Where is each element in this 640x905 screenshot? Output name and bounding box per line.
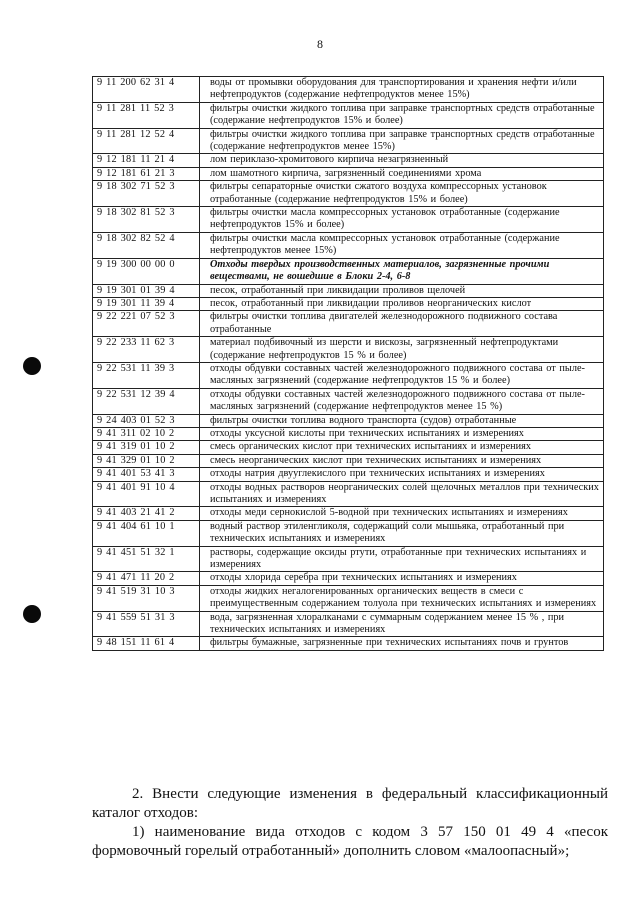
table-row	[93, 128, 604, 154]
waste-code-cell: 9 18 302 82 52 4	[93, 232, 200, 258]
waste-code-cell: 9 19 301 11 39 4	[93, 297, 200, 310]
waste-code-cell: 9 24 403 01 52 3	[93, 414, 200, 427]
table-row	[93, 637, 604, 650]
waste-code-cell: 9 11 281 12 52 4	[93, 128, 200, 154]
waste-name-cell: отходы уксусной кислоты при технических испытаниях и измерениях	[200, 427, 604, 440]
waste-code-cell: 9 22 233 11 62 3	[93, 337, 200, 363]
table-row	[93, 468, 604, 481]
binder-hole-icon	[23, 605, 41, 623]
table-row	[93, 441, 604, 454]
waste-classifier-table	[92, 76, 604, 651]
waste-code-cell: 9 41 451 51 32 1	[93, 546, 200, 572]
waste-code-cell: 9 22 221 07 52 3	[93, 311, 200, 337]
waste-code-cell: 9 12 181 61 21 3	[93, 167, 200, 180]
table-row	[93, 572, 604, 585]
waste-code-cell: 9 11 281 11 52 3	[93, 102, 200, 128]
table-row	[93, 481, 604, 507]
waste-code-cell: 9 41 319 01 10 2	[93, 441, 200, 454]
paragraph-amendment-item-1: 1) наименование вида отходов с кодом 3 57 150 01 49 4 «песок формовочный горелый отработанный» дополнить словом «малоопасный»;	[92, 824, 608, 859]
table-row	[93, 362, 604, 388]
table-row	[93, 454, 604, 467]
waste-name-cell: фильтры очистки жидкого топлива при заправке транспортных средств отработанные (содержание нефтепродуктов менее 15%)	[200, 128, 604, 154]
waste-code-cell: 9 41 559 51 31 3	[93, 611, 200, 637]
waste-name-cell: фильтры бумажные, загрязненные при технических испытаниях почв и грунтов	[200, 637, 604, 650]
waste-name-cell: отходы меди сернокислой 5-водной при технических испытаниях и измерениях	[200, 507, 604, 520]
waste-name-cell: смесь неорганических кислот при технических испытаниях и измерениях	[200, 454, 604, 467]
table-row	[93, 611, 604, 637]
waste-name-cell: отходы хлорида серебра при технических испытаниях и измерениях	[200, 572, 604, 585]
waste-name-cell: воды от промывки оборудования для транспортирования и хранения нефти и/или нефтепродуктов (содержание нефтепродуктов менее 15%)	[200, 77, 604, 103]
waste-name-cell: отходы жидких негалогенированных органических веществ в смеси с преимущественным содержанием толуола при технических испытаниях и измерениях	[200, 585, 604, 611]
table-row	[93, 311, 604, 337]
table-row	[93, 102, 604, 128]
waste-name-cell: фильтры очистки топлива водного транспорта (судов) отработанные	[200, 414, 604, 427]
binder-hole-icon	[23, 357, 41, 375]
table-section-row	[93, 258, 604, 284]
page-number: 8	[317, 37, 323, 51]
waste-name-cell: смесь органических кислот при технических испытаниях и измерениях	[200, 441, 604, 454]
table-row	[93, 284, 604, 297]
waste-code-cell: 9 22 531 12 39 4	[93, 388, 200, 414]
table-row	[93, 585, 604, 611]
table-row	[93, 388, 604, 414]
table-row	[93, 546, 604, 572]
waste-name-cell: вода, загрязненная хлоралканами с суммарным содержанием менее 15 % , при технических испытаниях и измерениях	[200, 611, 604, 637]
waste-code-cell: 9 41 401 91 10 4	[93, 481, 200, 507]
waste-name-cell: фильтры очистки масла компрессорных установок отработанные (содержание нефтепродуктов менее 15%)	[200, 232, 604, 258]
waste-code-cell: 9 41 329 01 10 2	[93, 454, 200, 467]
waste-name-cell: водный раствор этиленгликоля, содержащий соли мышьяка, отработанный при технических испытаниях и измерениях	[200, 520, 604, 546]
waste-code-cell: 9 11 200 62 31 4	[93, 77, 200, 103]
waste-name-cell: отходы обдувки составных частей железнодорожного подвижного состава от пыле-масляных загрязнений (содержание нефтепродуктов менее 15 %)	[200, 388, 604, 414]
waste-code-cell: 9 41 404 61 10 1	[93, 520, 200, 546]
waste-name-cell: Отходы твердых производственных материалов, загрязненные прочими веществами, не вошедшие в Блоки 2-4, 6-8	[200, 258, 604, 284]
table-row	[93, 167, 604, 180]
table-row	[93, 520, 604, 546]
paragraph-amendment-intro: 2. Внести следующие изменения в федеральный классификационный каталог отходов:	[92, 786, 608, 821]
waste-code-cell: 9 22 531 11 39 3	[93, 362, 200, 388]
waste-code-cell: 9 18 302 81 52 3	[93, 207, 200, 233]
table-row	[93, 232, 604, 258]
waste-name-cell: песок, отработанный при ликвидации проливов неорганических кислот	[200, 297, 604, 310]
waste-code-cell: 9 41 403 21 41 2	[93, 507, 200, 520]
table-row	[93, 507, 604, 520]
waste-code-cell: 9 12 181 11 21 4	[93, 154, 200, 167]
waste-name-cell: фильтры очистки жидкого топлива при заправке транспортных средств отработанные (содержание нефтепродуктов 15% и более)	[200, 102, 604, 128]
waste-name-cell: отходы натрия двууглекислого при технических испытаниях и измерениях	[200, 468, 604, 481]
waste-name-cell: материал подбивочный из шерсти и вискозы, загрязненный нефтепродуктами (содержание нефтепродуктов 15 % и более)	[200, 337, 604, 363]
table-row	[93, 414, 604, 427]
waste-name-cell: отходы обдувки составных частей железнодорожного подвижного состава от пыле-масляных загрязнений (содержание нефтепродуктов 15 % и более)	[200, 362, 604, 388]
waste-code-cell: 9 41 471 11 20 2	[93, 572, 200, 585]
table-row	[93, 297, 604, 310]
table-row	[93, 207, 604, 233]
waste-name-cell: фильтры очистки топлива двигателей железнодорожного подвижного состава отработанные	[200, 311, 604, 337]
waste-name-cell: фильтры очистки масла компрессорных установок отработанные (содержание нефтепродуктов 15% и более)	[200, 207, 604, 233]
waste-name-cell: фильтры сепараторные очистки сжатого воздуха компрессорных установок отработанные (содержание нефтепродуктов 15% и более)	[200, 181, 604, 207]
table-row	[93, 427, 604, 440]
waste-code-cell: 9 41 311 02 10 2	[93, 427, 200, 440]
waste-code-cell: 9 41 519 31 10 3	[93, 585, 200, 611]
waste-code-cell: 9 19 301 01 39 4	[93, 284, 200, 297]
table-row	[93, 181, 604, 207]
table-row	[93, 337, 604, 363]
waste-code-cell: 9 18 302 71 52 3	[93, 181, 200, 207]
waste-code-cell: 9 48 151 11 61 4	[93, 637, 200, 650]
table-row	[93, 154, 604, 167]
waste-name-cell: отходы водных растворов неорганических солей щелочных металлов при технических испытаниях и измерениях	[200, 481, 604, 507]
waste-name-cell: лом шамотного кирпича, загрязненный соединениями хрома	[200, 167, 604, 180]
table-row	[93, 77, 604, 103]
waste-code-cell: 9 41 401 53 41 3	[93, 468, 200, 481]
waste-name-cell: растворы, содержащие оксиды ртути, отработанные при технических испытаниях и измерениях	[200, 546, 604, 572]
waste-name-cell: песок, отработанный при ликвидации проливов щелочей	[200, 284, 604, 297]
waste-code-cell: 9 19 300 00 00 0	[93, 258, 200, 284]
waste-name-cell: лом периклазо-хромитового кирпича незагрязненный	[200, 154, 604, 167]
